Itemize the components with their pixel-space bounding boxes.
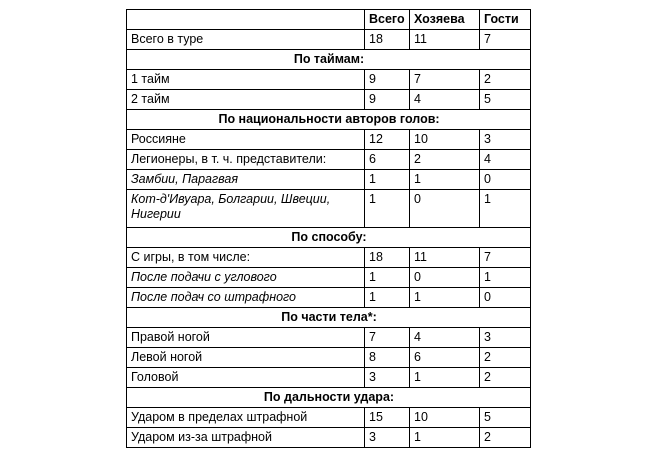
section-row <box>127 50 531 70</box>
value-home: 1 <box>410 368 480 388</box>
value-total: 7 <box>365 328 410 348</box>
table-row <box>127 190 531 228</box>
row-label: Головой <box>127 368 365 388</box>
table-row <box>127 248 531 268</box>
value-away: 2 <box>480 348 531 368</box>
table-row <box>127 70 531 90</box>
section-row <box>127 110 531 130</box>
header-row <box>127 10 531 30</box>
value-home: 2 <box>410 150 480 170</box>
value-away: 1 <box>480 268 531 288</box>
row-label: После подач со штрафного <box>127 288 365 308</box>
value-home: 1 <box>410 288 480 308</box>
value-away: 2 <box>480 70 531 90</box>
section-title: По дальности удара: <box>127 388 531 408</box>
section-row <box>127 308 531 328</box>
row-label: Легионеры, в т. ч. представители: <box>127 150 365 170</box>
table-row <box>127 428 531 448</box>
value-away: 5 <box>480 90 531 110</box>
value-total: 1 <box>365 170 410 190</box>
value-away: 4 <box>480 150 531 170</box>
value-home: 6 <box>410 348 480 368</box>
section-title: По части тела*: <box>127 308 531 328</box>
value-home: 4 <box>410 90 480 110</box>
row-label: 1 тайм <box>127 70 365 90</box>
table-row <box>127 288 531 308</box>
header-home: Хозяева <box>410 10 480 30</box>
row-label: С игры, в том числе: <box>127 248 365 268</box>
value-total: 15 <box>365 408 410 428</box>
header-label-cell <box>127 10 365 30</box>
value-home: 1 <box>410 170 480 190</box>
section-row <box>127 228 531 248</box>
value-home: 10 <box>410 408 480 428</box>
value-total: 3 <box>365 428 410 448</box>
value-home: 7 <box>410 70 480 90</box>
row-label: После подачи с углового <box>127 268 365 288</box>
value-home: 11 <box>410 248 480 268</box>
value-away: 7 <box>480 30 531 50</box>
section-title: По национальности авторов голов: <box>127 110 531 130</box>
row-label: Россияне <box>127 130 365 150</box>
row-label: Всего в туре <box>127 30 365 50</box>
row-label: Правой ногой <box>127 328 365 348</box>
value-total: 1 <box>365 268 410 288</box>
value-total: 9 <box>365 70 410 90</box>
table-row <box>127 328 531 348</box>
header-away: Гости <box>480 10 531 30</box>
value-total: 1 <box>365 190 410 228</box>
value-home: 11 <box>410 30 480 50</box>
value-away: 2 <box>480 368 531 388</box>
header-total: Всего <box>365 10 410 30</box>
row-label: Ударом из-за штрафной <box>127 428 365 448</box>
value-away: 5 <box>480 408 531 428</box>
table-row <box>127 368 531 388</box>
table-row <box>127 268 531 288</box>
table-row <box>127 150 531 170</box>
section-row <box>127 388 531 408</box>
value-total: 9 <box>365 90 410 110</box>
section-title: По таймам: <box>127 50 531 70</box>
value-away: 3 <box>480 130 531 150</box>
row-label: Левой ногой <box>127 348 365 368</box>
value-away: 2 <box>480 428 531 448</box>
goal-stats-table <box>126 9 531 448</box>
row-label: Замбии, Парагвая <box>127 170 365 190</box>
table-row <box>127 408 531 428</box>
value-away: 0 <box>480 170 531 190</box>
table-row <box>127 348 531 368</box>
value-away: 7 <box>480 248 531 268</box>
row-label: Ударом в пределах штрафной <box>127 408 365 428</box>
table-row <box>127 90 531 110</box>
value-total: 8 <box>365 348 410 368</box>
value-total: 1 <box>365 288 410 308</box>
value-total: 6 <box>365 150 410 170</box>
value-home: 1 <box>410 428 480 448</box>
value-away: 3 <box>480 328 531 348</box>
value-home: 0 <box>410 190 480 228</box>
value-total: 18 <box>365 30 410 50</box>
value-away: 1 <box>480 190 531 228</box>
goal-stats-body <box>127 10 531 448</box>
value-home: 4 <box>410 328 480 348</box>
table-row <box>127 30 531 50</box>
table-row <box>127 130 531 150</box>
value-home: 0 <box>410 268 480 288</box>
value-away: 0 <box>480 288 531 308</box>
table-row <box>127 170 531 190</box>
section-title: По способу: <box>127 228 531 248</box>
row-label: 2 тайм <box>127 90 365 110</box>
value-total: 18 <box>365 248 410 268</box>
value-home: 10 <box>410 130 480 150</box>
value-total: 3 <box>365 368 410 388</box>
value-total: 12 <box>365 130 410 150</box>
row-label: Кот-д'Ивуара, Болгарии, Швеции, Нигерии <box>127 190 365 228</box>
